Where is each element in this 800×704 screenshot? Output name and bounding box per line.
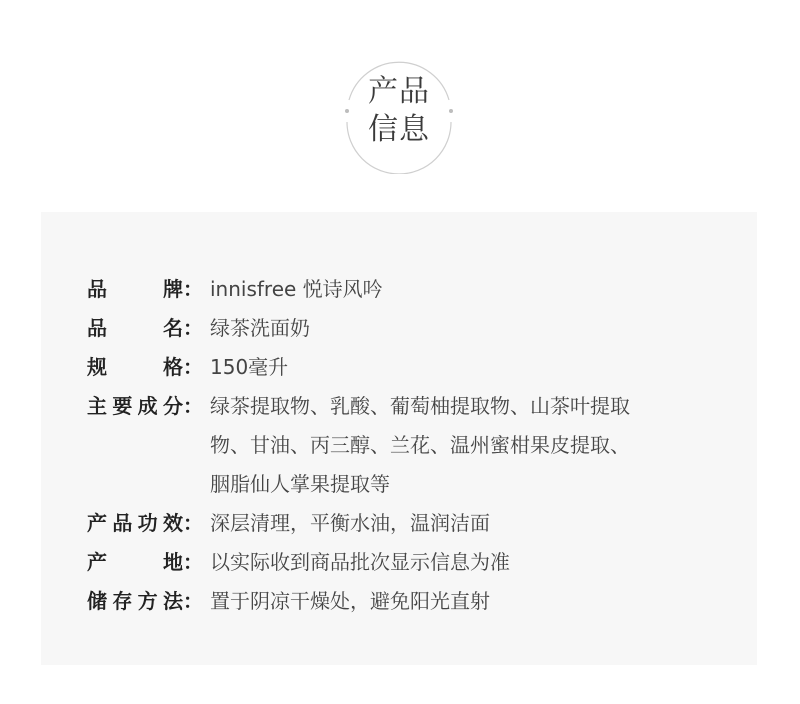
row-value: 以实际收到商品批次显示信息为准 [210, 550, 510, 574]
row-value: 置于阴凉干燥处，避免阳光直射 [210, 589, 490, 613]
title-line-1: 产品 [368, 74, 430, 109]
info-row-storage [87, 582, 727, 621]
product-info-panel [41, 212, 757, 665]
row-value: 绿茶洗面奶 [210, 316, 310, 340]
row-label: 产品功效： [87, 511, 203, 535]
row-label: 储存方法： [87, 589, 203, 613]
row-label: 主要成分： [87, 394, 203, 418]
info-row-origin [87, 543, 727, 582]
info-row-ingredients [87, 387, 727, 504]
info-row-product-name [87, 309, 727, 348]
ingredients-line-2: 物、甘油、丙三醇、兰花、温州蜜柑果皮提取、 [210, 433, 630, 457]
row-value: 150毫升 [210, 355, 289, 379]
row-label: 品 名： [87, 316, 203, 340]
info-row-spec [87, 348, 727, 387]
row-value: innisfree 悦诗风吟 [210, 277, 383, 301]
row-value [210, 387, 727, 504]
row-label: 品 牌： [87, 277, 203, 301]
title-line-2: 信息 [368, 112, 430, 147]
section-header [0, 0, 800, 200]
ingredients-line-3: 胭脂仙人掌果提取等 [210, 472, 390, 496]
row-label: 规 格： [87, 355, 203, 379]
ingredients-line-1: 绿茶提取物、乳酸、葡萄柚提取物、山茶叶提取 [210, 394, 630, 418]
row-value: 深层清理，平衡水油，温润洁面 [210, 511, 490, 535]
row-label: 产 地： [87, 550, 203, 574]
info-list [87, 270, 727, 621]
title-emblem [337, 50, 461, 174]
info-row-effect [87, 504, 727, 543]
info-row-brand [87, 270, 727, 309]
